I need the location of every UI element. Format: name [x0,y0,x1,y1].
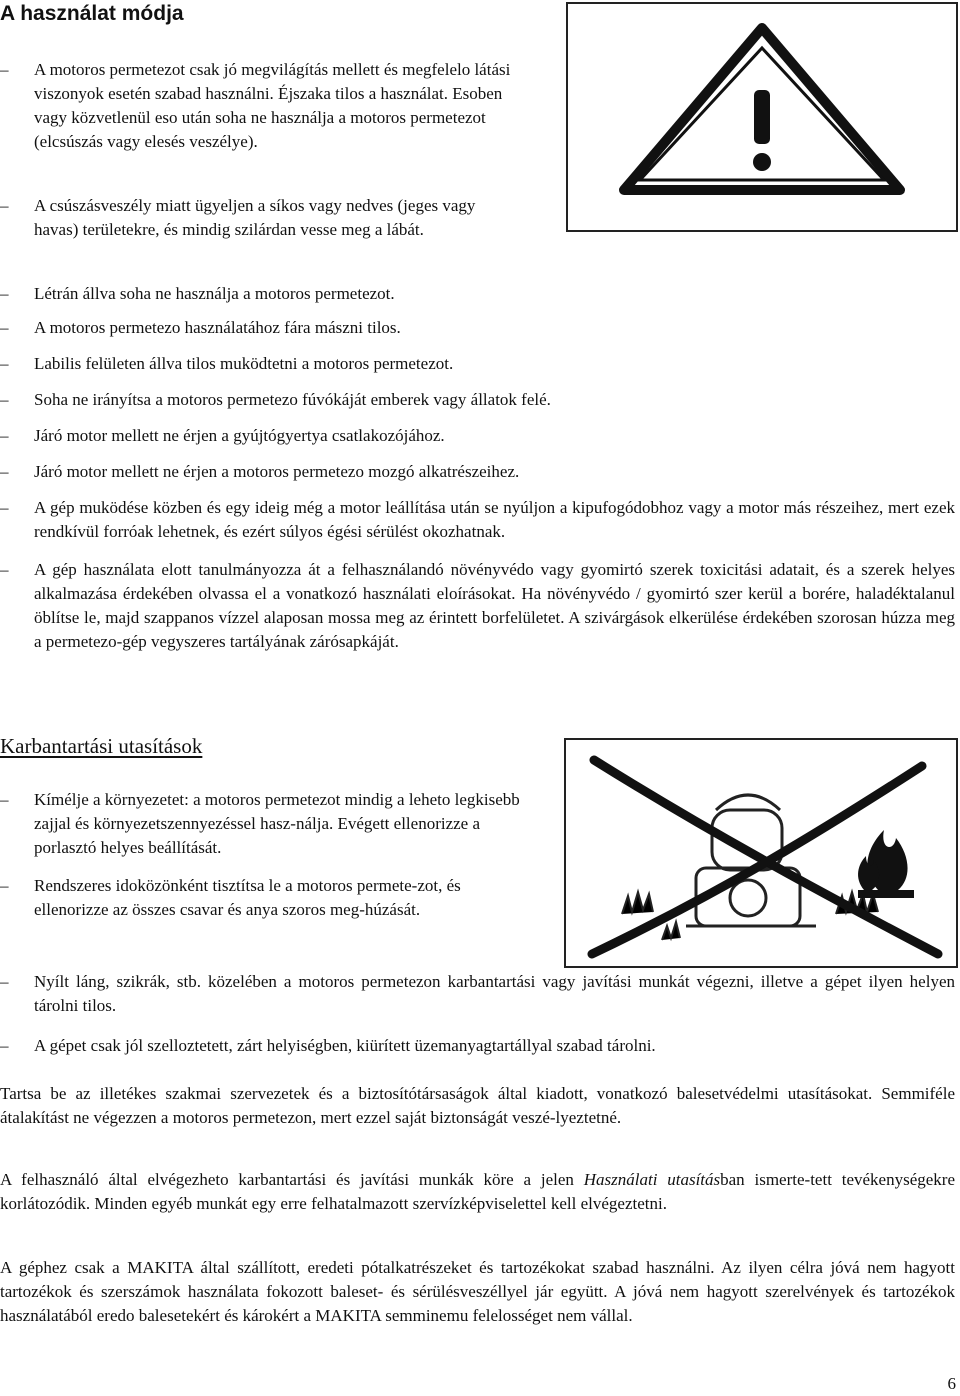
bullet-text: A gép muködése közben és egy ideig még a motor leállítása után se nyúljon a kipufogódobhoz vagy a motor más részeihez, mert ezek rendkívül forróak lehetnek, és ezért súlyos égési sérülést okozhatnak. [34,498,955,541]
usage-bullet-2 [0,194,520,242]
bullet-dash: – [0,462,9,481]
maintenance-bullet-3 [0,970,955,1018]
usage-bullet-9 [0,496,955,544]
bullet-text: Járó motor mellett ne érjen a motoros permetezo mozgó alkatrészeihez. [34,462,520,481]
bullet-dash: – [0,284,9,303]
paragraph-text: A felhasználó által elvégezheto karbantartási és javítási munkák köre a jelen [0,1170,584,1189]
bullet-text: Járó motor mellett ne érjen a gyújtógyertya csatlakozójához. [34,426,445,445]
bullet-text: Labilis felületen állva tilos muködtetni a motoros permetezot. [34,354,454,373]
bullet-text: Létrán állva soha ne használja a motoros permetezot. [34,284,395,303]
warning-triangle-icon [568,4,956,230]
section-title-maintenance [0,734,202,758]
bullet-dash: – [0,1036,9,1055]
bullet-text: Nyílt láng, szikrák, stb. közelében a motoros permetezon karbantartási vagy javítási munkát végezni, illetve a gépet ilyen helyen tárolni tilos. [34,972,955,1015]
usage-bullet-6 [0,388,920,412]
warning-sign-box [566,2,958,232]
bullet-text: A gép használata elott tanulmányozza át a felhasználandó növényvédo vagy gyomirtó szerek toxicitási adatait, és a szerek helyes alkalmazása érdekében olvassa el a vonatkozó használati eloírásokat. Ha növényvédo / gyomirtó szer kerül a borére, haladéktalanul öblítse le, majd szappanos vízzel alaposan mossa meg az érintett borfelületet. A szivárgások elkerülése érdekében szorosan húzza meg a permetezo-gép vegyszeres tartályának zárósapkáját. [34,560,955,651]
no-fire-illustration-box [564,738,958,968]
manual-title-reference: Használati utasítás [583,1170,721,1189]
bullet-dash: – [0,876,9,895]
usage-bullet-3 [0,282,920,306]
bullet-text: A gépet csak jól szelloztetett, zárt helyiségben, kiürített üzemanyagtartállyal szabad tárolni. [34,1036,656,1055]
usage-bullet-4 [0,316,920,340]
no-open-flame-icon [566,740,956,966]
bullet-text: A motoros permetezo használatához fára mászni tilos. [34,318,401,337]
bullet-dash: – [0,354,9,373]
maintenance-bullet-4 [0,1034,955,1058]
paragraph-user-maintenance [0,1168,955,1216]
usage-bullet-7 [0,424,920,448]
section-title-text: Karbantartási utasítások [0,734,203,758]
bullet-text: Rendszeres idoközönként tisztítsa le a motoros permete-zot, és ellenorizze az összes csavar és anya szoros meg-húzását. [34,876,461,919]
paragraph-genuine-parts: A géphez csak a MAKITA által szállított, eredeti pótalkatrészeket és tartozékokat szabad használni. Az ilyen célra jóvá nem hagyott tartozékok és szerszámok használata fokozott baleset- és sérülésveszéllyel jár együtt. A jóvá nem hagyott szerelvények és tartozékok használatából eredo balesetekért és károkért a MAKITA semminemu felelosséget nem vállal. [0,1258,955,1325]
bullet-dash: – [0,790,9,809]
usage-bullet-8 [0,460,920,484]
bullet-text: Kímélje a környezetet: a motoros permetezot mindig a leheto legkisebb zajjal és környezetszennyezéssel hasz-nálja. Evégett ellenorizze a porlasztó helyes beállítását. [34,790,520,857]
usage-bullet-5 [0,352,920,376]
paragraph-text: ban ismerte-tett tevékenységekre korlátozódik. Minden egyéb munkát egy erre felhatalmazott szervízképviselettel kell elvégeztetni. [0,1170,955,1213]
bullet-dash: – [0,498,9,517]
bullet-text: Soha ne irányítsa a motoros permetezo fúvókáját emberek vagy állatok felé. [34,390,551,409]
usage-bullet-1 [0,58,520,154]
page-number: 6 [947,1374,956,1393]
paragraph-safety-regulations: Tartsa be az illetékes szakmai szervezetek és a biztosítótársaságok által kiadott, vonatkozó balesetvédelmi utasításokat. Semmiféle átalakítást ne végezzen a motoros permetezon, mert ezzel saját biztonságát veszé-lyeztetné. [0,1084,955,1127]
section-title-usage: A használat módja [0,2,184,25]
bullet-dash: – [0,318,9,337]
bullet-dash: – [0,196,9,215]
bullet-text: A csúszásveszély miatt ügyeljen a síkos vagy nedves (jeges vagy havas) területekre, és mindig szilárdan vesse meg a lábát. [34,196,476,239]
bullet-dash: – [0,560,9,579]
usage-bullet-10 [0,558,955,654]
bullet-dash: – [0,390,9,409]
bullet-dash: – [0,972,9,991]
maintenance-bullet-2 [0,874,520,922]
bullet-dash: – [0,426,9,445]
bullet-dash: – [0,60,9,79]
bullet-text: A motoros permetezot csak jó megvilágítás mellett és megfelelo látási viszonyok esetén szabad használni. Éjszaka tilos a használat. Esoben vagy közvetlenül eso után soha ne használja a motoros permetezot (elcsúszás vagy elesés veszélye). [34,60,511,151]
maintenance-bullet-1 [0,788,520,860]
